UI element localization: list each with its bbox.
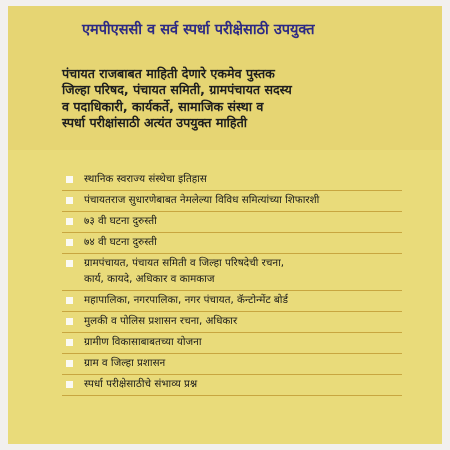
- intro-line: जिल्हा परिषद, पंचायत समिती, ग्रामपंचायत सदस्य: [62, 82, 292, 98]
- topic-item: [62, 212, 402, 233]
- topic-label: ग्राम व जिल्हा प्रशासन: [84, 357, 166, 369]
- topic-item: [62, 354, 402, 375]
- topic-label: मुलकी व पोलिस प्रशासन रचना, अधिकार: [84, 315, 238, 327]
- book-back-cover: [8, 6, 442, 444]
- topic-label: ७३ वी घटना दुरुस्ती: [84, 215, 157, 227]
- cover-top-panel: [8, 6, 442, 150]
- topic-item: [62, 254, 402, 291]
- square-bullet-icon: [66, 360, 73, 367]
- topic-item: [62, 375, 402, 396]
- topic-item: [62, 233, 402, 254]
- topic-item: [62, 291, 402, 312]
- topic-label: स्थानिक स्वराज्य संस्थेचा इतिहास: [84, 173, 207, 185]
- topic-item: [62, 333, 402, 354]
- topic-label: महापालिका, नगरपालिका, नगर पंचायत, कॅन्टोन्मेंट बोर्ड: [84, 294, 288, 306]
- intro-line: पंचायत राजबाबत माहिती देणारे एकमेव पुस्तक: [62, 66, 275, 81]
- square-bullet-icon: [66, 239, 73, 246]
- square-bullet-icon: [66, 381, 73, 388]
- topic-list: [62, 170, 402, 396]
- square-bullet-icon: [66, 318, 73, 325]
- topic-label: ७४ वी घटना दुरुस्ती: [84, 236, 157, 248]
- square-bullet-icon: [66, 339, 73, 346]
- square-bullet-icon: [66, 197, 73, 204]
- square-bullet-icon: [66, 260, 73, 267]
- topic-label: स्पर्धा परीक्षेसाठीचे संभाव्य प्रश्न: [84, 378, 198, 390]
- topic-item: [62, 170, 402, 191]
- square-bullet-icon: [66, 218, 73, 225]
- topic-item: [62, 312, 402, 333]
- square-bullet-icon: [66, 297, 73, 304]
- topic-label-continued: कार्य, कायदे, अधिकार व कामकाज: [84, 273, 215, 285]
- square-bullet-icon: [66, 176, 73, 183]
- topic-item: [62, 191, 402, 212]
- cover-headline: एमपीएससी व सर्व स्पर्धा परीक्षेसाठी उपयुक्त: [82, 22, 315, 38]
- intro-line: व पदाधिकारी, कार्यकर्ते, सामाजिक संस्था व: [62, 98, 264, 114]
- topic-label: ग्रामीण विकासाबाबतच्या योजना: [84, 336, 202, 348]
- intro-line: स्पर्धा परीक्षांसाठी अत्यंत उपयुक्त माहिती: [62, 114, 248, 130]
- intro-paragraph: [62, 66, 427, 131]
- topic-label: ग्रामपंचायत, पंचायत समिती व जिल्हा परिषदेची रचना,: [84, 257, 285, 269]
- topic-label: पंचायतराज सुधारणेबाबत नेमलेल्या विविध समित्यांच्या शिफारशी: [84, 194, 320, 206]
